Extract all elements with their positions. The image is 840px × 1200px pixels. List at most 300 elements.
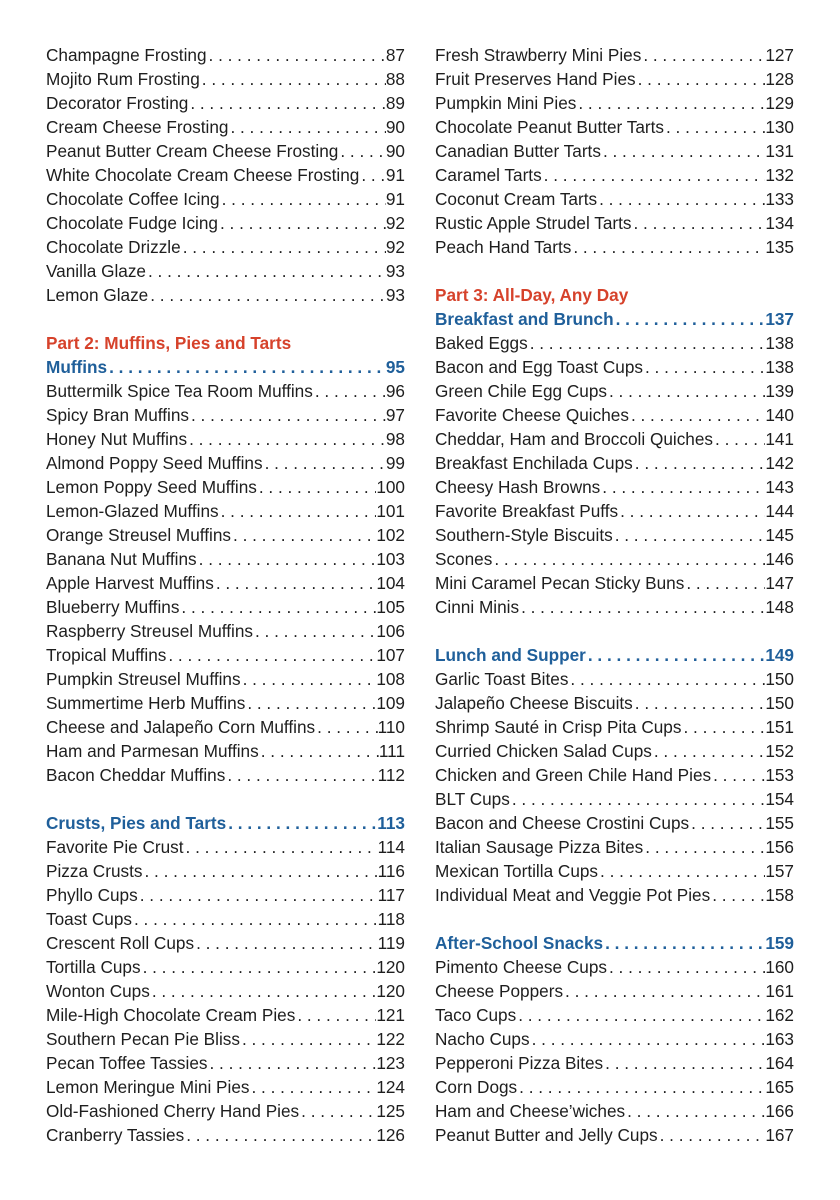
entry-title: Chicken and Green Chile Hand Pies xyxy=(435,765,712,785)
dot-leader xyxy=(107,355,386,379)
page-number: 141 xyxy=(765,429,794,449)
dot-leader xyxy=(359,163,386,187)
toc-entry-chocolate-fudge-icing xyxy=(46,211,405,235)
toc-entry-peach-hand-tarts xyxy=(435,235,794,259)
toc-entry-nacho-cups xyxy=(435,1027,794,1051)
dot-leader xyxy=(219,499,377,523)
page-number: 150 xyxy=(765,693,794,713)
toc-entry-southern-style-biscuits xyxy=(435,523,794,547)
page-number: 100 xyxy=(376,477,405,497)
dot-leader xyxy=(263,451,386,475)
toc-entry-chocolate-coffee-icing xyxy=(46,187,405,211)
toc-entry-corn-dogs xyxy=(435,1075,794,1099)
dot-leader xyxy=(563,979,765,1003)
entry-title: Almond Poppy Seed Muffins xyxy=(46,453,263,473)
dot-leader xyxy=(220,187,386,211)
toc-entry-champagne-frosting xyxy=(46,43,405,67)
toc-entry-canadian-butter-tarts xyxy=(435,139,794,163)
page-number: 108 xyxy=(376,669,405,689)
entry-title: Honey Nut Muffins xyxy=(46,429,188,449)
entry-title: Vanilla Glaze xyxy=(46,261,146,281)
dot-leader xyxy=(315,715,377,739)
dot-leader xyxy=(228,115,385,139)
toc-entry-almond-poppy-seed-muffins xyxy=(46,451,405,475)
page-number: 134 xyxy=(765,213,794,233)
page-number: 164 xyxy=(765,1053,794,1073)
dot-leader xyxy=(652,739,765,763)
toc-entry-summertime-herb-muffins xyxy=(46,691,405,715)
toc-entry-mexican-tortilla-cups xyxy=(435,859,794,883)
spacer xyxy=(46,787,405,811)
entry-title: Curried Chicken Salad Cups xyxy=(435,741,652,761)
dot-leader xyxy=(689,811,765,835)
toc-entry-italian-sausage-pizza-bites xyxy=(435,835,794,859)
dot-leader xyxy=(194,931,378,955)
entry-title: Cheese and Jalapeño Corn Muffins xyxy=(46,717,316,737)
page-number: 157 xyxy=(765,861,794,881)
page-number: 99 xyxy=(385,453,405,473)
entry-title: Chocolate Drizzle xyxy=(46,237,181,257)
page-number: 145 xyxy=(765,525,794,545)
dot-leader xyxy=(633,451,766,475)
toc-entry-mojito-rum-frosting xyxy=(46,67,405,91)
dot-leader xyxy=(150,979,376,1003)
page-number: 104 xyxy=(376,573,405,593)
page-number: 128 xyxy=(765,69,794,89)
toc-entry-pizza-crusts xyxy=(46,859,405,883)
toc-entry-blueberry-muffins xyxy=(46,595,405,619)
dot-leader xyxy=(241,667,377,691)
entry-title: Favorite Breakfast Puffs xyxy=(435,501,619,521)
page-number: 91 xyxy=(385,165,405,185)
spacer xyxy=(435,619,794,643)
page-number: 110 xyxy=(377,717,405,737)
toc-entry-baked-eggs xyxy=(435,331,794,355)
page-number: 138 xyxy=(765,333,794,353)
toc-entry-fruit-preserves-hand-pies xyxy=(435,67,794,91)
toc-column-left xyxy=(46,43,405,1147)
dot-leader xyxy=(245,691,376,715)
dot-leader xyxy=(631,211,765,235)
page-number: 160 xyxy=(765,957,794,977)
toc-entry-old-fashioned-cherry-hand-pies xyxy=(46,1099,405,1123)
page-number: 166 xyxy=(765,1101,794,1121)
section-heading-after-school-snacks xyxy=(435,931,794,955)
dot-leader xyxy=(601,139,765,163)
dot-leader xyxy=(613,523,766,547)
spacer xyxy=(435,907,794,931)
entry-title: Fruit Preserves Hand Pies xyxy=(435,69,636,89)
dot-leader xyxy=(629,403,765,427)
page-number: 92 xyxy=(385,237,405,257)
dot-leader xyxy=(138,883,378,907)
section-heading-breakfast-and-brunch xyxy=(435,307,794,331)
dot-leader xyxy=(187,427,386,451)
entry-title: Caramel Tarts xyxy=(435,165,542,185)
dot-leader xyxy=(492,547,765,571)
entry-title: Crescent Roll Cups xyxy=(46,933,195,953)
dot-leader xyxy=(530,1027,766,1051)
page-number: 90 xyxy=(385,141,405,161)
page-number: 111 xyxy=(378,741,405,761)
toc-entry-toast-cups xyxy=(46,907,405,931)
entry-title: Lemon Glaze xyxy=(46,285,149,305)
entry-title: Chocolate Fudge Icing xyxy=(46,213,218,233)
entry-title: Lemon Poppy Seed Muffins xyxy=(46,477,257,497)
toc-entry-chicken-and-green-chile-hand-pies xyxy=(435,763,794,787)
toc-entry-favorite-pie-crust xyxy=(46,835,405,859)
page-number: 116 xyxy=(377,861,405,881)
toc-entry-southern-pecan-pie-bliss xyxy=(46,1027,405,1051)
entry-title: Ham and Cheese’wiches xyxy=(435,1101,626,1121)
dot-leader xyxy=(598,859,765,883)
toc-entry-chocolate-peanut-butter-tarts xyxy=(435,115,794,139)
dot-leader xyxy=(684,571,765,595)
toc-entry-lemon-meringue-mini-pies xyxy=(46,1075,405,1099)
spacer xyxy=(46,307,405,331)
entry-title: Individual Meat and Veggie Pot Pies xyxy=(435,885,711,905)
toc-entry-cheese-poppers xyxy=(435,979,794,1003)
toc-entry-favorite-cheese-quiches xyxy=(435,403,794,427)
section-heading-lunch-and-supper xyxy=(435,643,794,667)
entry-title: Chocolate Coffee Icing xyxy=(46,189,220,209)
dot-leader xyxy=(510,787,765,811)
page-number: 113 xyxy=(377,813,405,833)
entry-title: Baked Eggs xyxy=(435,333,528,353)
dot-leader xyxy=(710,883,765,907)
dot-leader xyxy=(148,283,386,307)
page-number: 118 xyxy=(377,909,405,929)
section-title: Crusts, Pies and Tarts xyxy=(46,813,227,833)
page-number: 126 xyxy=(376,1125,405,1145)
dot-leader xyxy=(625,1099,765,1123)
toc-entry-pumpkin-streusel-muffins xyxy=(46,667,405,691)
dot-leader xyxy=(607,955,765,979)
dot-leader xyxy=(181,235,386,259)
entry-title: Buttermilk Spice Tea Room Muffins xyxy=(46,381,313,401)
page-number: 167 xyxy=(765,1125,794,1145)
entry-title: Apple Harvest Muffins xyxy=(46,573,214,593)
entry-title: Lemon-Glazed Muffins xyxy=(46,501,219,521)
entry-title: Green Chile Egg Cups xyxy=(435,381,607,401)
toc-entry-cheesy-hash-browns xyxy=(435,475,794,499)
toc-entry-individual-meat-and-veggie-pot-pies xyxy=(435,883,794,907)
page-number: 154 xyxy=(765,789,794,809)
toc-entry-cranberry-tassies xyxy=(46,1123,405,1147)
entry-title: Peanut Butter Cream Cheese Frosting xyxy=(46,141,339,161)
dot-leader xyxy=(200,67,386,91)
entry-title: White Chocolate Cream Cheese Frosting xyxy=(46,165,360,185)
toc-entry-pepperoni-pizza-bites xyxy=(435,1051,794,1075)
page-number: 102 xyxy=(376,525,405,545)
page-number: 135 xyxy=(765,237,794,257)
page-number: 153 xyxy=(765,765,794,785)
dot-leader xyxy=(299,1099,376,1123)
toc-entry-garlic-toast-bites xyxy=(435,667,794,691)
section-title: After-School Snacks xyxy=(435,933,604,953)
toc-entry-orange-streusel-muffins xyxy=(46,523,405,547)
toc-entry-breakfast-enchilada-cups xyxy=(435,451,794,475)
page-number: 87 xyxy=(385,45,405,65)
page-number: 88 xyxy=(385,69,405,89)
entry-title: Pepperoni Pizza Bites xyxy=(435,1053,604,1073)
page-number: 155 xyxy=(765,813,794,833)
toc-entry-white-chocolate-cream-cheese-frosting xyxy=(46,163,405,187)
dot-leader xyxy=(681,715,765,739)
toc-entry-cinni-minis xyxy=(435,595,794,619)
page-number: 120 xyxy=(376,957,405,977)
dot-leader xyxy=(249,1075,376,1099)
page-number: 112 xyxy=(377,765,405,785)
toc-entry-decorator-frosting xyxy=(46,91,405,115)
entry-title: Cranberry Tassies xyxy=(46,1125,185,1145)
page-number: 159 xyxy=(765,933,794,953)
dot-leader xyxy=(576,91,765,115)
dot-leader xyxy=(146,259,386,283)
entry-title: Lemon Meringue Mini Pies xyxy=(46,1077,250,1097)
page-number: 114 xyxy=(377,837,405,857)
entry-title: Mini Caramel Pecan Sticky Buns xyxy=(435,573,685,593)
page-number: 95 xyxy=(385,357,405,377)
dot-leader xyxy=(142,859,377,883)
section-title: Lunch and Supper xyxy=(435,645,586,665)
dot-leader xyxy=(603,1051,765,1075)
toc-entry-honey-nut-muffins xyxy=(46,427,405,451)
dot-leader xyxy=(141,955,377,979)
dot-leader xyxy=(257,475,376,499)
dot-leader xyxy=(636,67,766,91)
entry-title: Toast Cups xyxy=(46,909,132,929)
page-number: 123 xyxy=(376,1053,405,1073)
toc-entry-lemon-glazed-muffins xyxy=(46,499,405,523)
dot-leader xyxy=(643,355,765,379)
page-number: 91 xyxy=(385,189,405,209)
toc-entry-peanut-butter-cream-cheese-frosting xyxy=(46,139,405,163)
dot-leader xyxy=(231,523,376,547)
toc-entry-pimento-cheese-cups xyxy=(435,955,794,979)
toc-entry-phyllo-cups xyxy=(46,883,405,907)
entry-title: Corn Dogs xyxy=(435,1077,518,1097)
entry-title: Cheese Poppers xyxy=(435,981,564,1001)
page-number: 152 xyxy=(765,741,794,761)
toc-entry-buttermilk-spice-tea-room-muffins xyxy=(46,379,405,403)
page-number: 143 xyxy=(765,477,794,497)
entry-title: Wonton Cups xyxy=(46,981,150,1001)
page-number: 156 xyxy=(765,837,794,857)
entry-title: Scones xyxy=(435,549,493,569)
dot-leader xyxy=(641,43,765,67)
page-number: 93 xyxy=(385,261,405,281)
toc-entry-apple-harvest-muffins xyxy=(46,571,405,595)
dot-leader xyxy=(313,379,386,403)
entry-title: Cheddar, Ham and Broccoli Quiches xyxy=(435,429,714,449)
dot-leader xyxy=(184,1123,376,1147)
toc-entry-shrimp-saut-in-crisp-pita-cups xyxy=(435,715,794,739)
toc-entry-curried-chicken-salad-cups xyxy=(435,739,794,763)
entry-title: Shrimp Sauté in Crisp Pita Cups xyxy=(435,717,682,737)
dot-leader xyxy=(607,379,765,403)
toc-entry-vanilla-glaze xyxy=(46,259,405,283)
entry-title: Mile-High Chocolate Cream Pies xyxy=(46,1005,296,1025)
page-number: 90 xyxy=(385,117,405,137)
dot-leader xyxy=(542,163,766,187)
page-number: 133 xyxy=(765,189,794,209)
toc-entry-cheddar-ham-and-broccoli-quiches xyxy=(435,427,794,451)
toc-entry-coconut-cream-tarts xyxy=(435,187,794,211)
entry-title: Orange Streusel Muffins xyxy=(46,525,232,545)
dot-leader xyxy=(519,595,765,619)
dot-leader xyxy=(179,595,376,619)
entry-title: Fresh Strawberry Mini Pies xyxy=(435,45,642,65)
dot-leader xyxy=(517,1075,765,1099)
page-number: 105 xyxy=(376,597,405,617)
dot-leader xyxy=(338,139,386,163)
toc-entry-bacon-and-cheese-crostini-cups xyxy=(435,811,794,835)
dot-leader xyxy=(166,643,376,667)
page-number: 137 xyxy=(765,309,794,329)
page-number: 151 xyxy=(765,717,794,737)
page-number: 120 xyxy=(376,981,405,1001)
part-heading: Part 2: Muffins, Pies and Tarts xyxy=(46,333,292,353)
page-number: 148 xyxy=(765,597,794,617)
page-number: 146 xyxy=(765,549,794,569)
toc-entry-jalape-o-cheese-biscuits xyxy=(435,691,794,715)
entry-title: Bacon and Cheese Crostini Cups xyxy=(435,813,690,833)
entry-title: Southern Pecan Pie Bliss xyxy=(46,1029,240,1049)
toc-entry-bacon-and-egg-toast-cups xyxy=(435,355,794,379)
entry-title: Tortilla Cups xyxy=(46,957,141,977)
entry-title: Banana Nut Muffins xyxy=(46,549,197,569)
page-number: 127 xyxy=(765,45,794,65)
entry-title: Jalapeño Cheese Biscuits xyxy=(435,693,633,713)
page-number: 147 xyxy=(765,573,794,593)
toc-entry-cheese-and-jalape-o-corn-muffins xyxy=(46,715,405,739)
entry-title: Pizza Crusts xyxy=(46,861,143,881)
page-number: 106 xyxy=(376,621,405,641)
section-heading-crusts-pies-and-tarts xyxy=(46,811,405,835)
entry-title: Nacho Cups xyxy=(435,1029,530,1049)
dot-leader xyxy=(197,547,377,571)
page-number: 119 xyxy=(377,933,405,953)
page-number: 150 xyxy=(765,669,794,689)
dot-leader xyxy=(711,763,765,787)
toc-entry-caramel-tarts xyxy=(435,163,794,187)
entry-title: Chocolate Peanut Butter Tarts xyxy=(435,117,664,137)
toc-entry-favorite-breakfast-puffs xyxy=(435,499,794,523)
page-number: 97 xyxy=(385,405,405,425)
toc-entry-green-chile-egg-cups xyxy=(435,379,794,403)
entry-title: Peanut Butter and Jelly Cups xyxy=(435,1125,658,1145)
toc-entry-bacon-cheddar-muffins xyxy=(46,763,405,787)
dot-leader xyxy=(225,763,377,787)
dot-leader xyxy=(664,115,765,139)
entry-title: Ham and Parmesan Muffins xyxy=(46,741,259,761)
entry-title: Old-Fashioned Cherry Hand Pies xyxy=(46,1101,300,1121)
dot-leader xyxy=(184,835,378,859)
dot-leader xyxy=(633,691,766,715)
dot-leader xyxy=(571,235,765,259)
page-number: 142 xyxy=(765,453,794,473)
entry-title: Canadian Butter Tarts xyxy=(435,141,601,161)
entry-title: Champagne Frosting xyxy=(46,45,207,65)
entry-title: Italian Sausage Pizza Bites xyxy=(435,837,644,857)
toc-entry-tortilla-cups xyxy=(46,955,405,979)
dot-leader xyxy=(214,571,376,595)
page-number: 132 xyxy=(765,165,794,185)
dot-leader xyxy=(600,475,765,499)
entry-title: Rustic Apple Strudel Tarts xyxy=(435,213,632,233)
page-number: 121 xyxy=(376,1005,405,1025)
dot-leader xyxy=(603,931,765,955)
dot-leader xyxy=(586,643,765,667)
dot-leader xyxy=(189,403,386,427)
page-number: 140 xyxy=(765,405,794,425)
page-number: 149 xyxy=(765,645,794,665)
toc-entry-lemon-glaze xyxy=(46,283,405,307)
entry-title: Spicy Bran Muffins xyxy=(46,405,189,425)
dot-leader xyxy=(240,1027,376,1051)
entry-title: Cheesy Hash Browns xyxy=(435,477,601,497)
entry-title: Southern-Style Biscuits xyxy=(435,525,613,545)
toc-entry-peanut-butter-and-jelly-cups xyxy=(435,1123,794,1147)
dot-leader xyxy=(597,187,765,211)
page-number: 161 xyxy=(765,981,794,1001)
entry-title: Pecan Toffee Tassies xyxy=(46,1053,208,1073)
entry-title: Favorite Cheese Quiches xyxy=(435,405,629,425)
entry-title: Summertime Herb Muffins xyxy=(46,693,246,713)
dot-leader xyxy=(643,835,765,859)
dot-leader xyxy=(568,667,765,691)
page-number: 138 xyxy=(765,357,794,377)
page-number: 93 xyxy=(385,285,405,305)
entry-title: Breakfast Enchilada Cups xyxy=(435,453,633,473)
dot-leader xyxy=(618,499,765,523)
toc-entry-fresh-strawberry-mini-pies xyxy=(435,43,794,67)
page-number: 101 xyxy=(376,501,405,521)
toc-entry-pumpkin-mini-pies xyxy=(435,91,794,115)
toc-entry-wonton-cups xyxy=(46,979,405,1003)
page-number: 98 xyxy=(385,429,405,449)
toc-entry-rustic-apple-strudel-tarts xyxy=(435,211,794,235)
page-number: 124 xyxy=(376,1077,405,1097)
dot-leader xyxy=(295,1003,376,1027)
entry-title: Bacon Cheddar Muffins xyxy=(46,765,226,785)
toc-column-right xyxy=(435,43,794,1147)
dot-leader xyxy=(614,307,766,331)
entry-title: Raspberry Streusel Muffins xyxy=(46,621,253,641)
toc-entry-taco-cups xyxy=(435,1003,794,1027)
entry-title: Decorator Frosting xyxy=(46,93,189,113)
entry-title: Cream Cheese Frosting xyxy=(46,117,229,137)
page-number: 139 xyxy=(765,381,794,401)
page-number: 96 xyxy=(385,381,405,401)
toc-entry-ham-and-parmesan-muffins xyxy=(46,739,405,763)
entry-title: Tropical Muffins xyxy=(46,645,167,665)
toc-entry-mile-high-chocolate-cream-pies xyxy=(46,1003,405,1027)
entry-title: Mojito Rum Frosting xyxy=(46,69,200,89)
entry-title: Garlic Toast Bites xyxy=(435,669,569,689)
dot-leader xyxy=(132,907,378,931)
entry-title: BLT Cups xyxy=(435,789,510,809)
section-title: Muffins xyxy=(46,357,108,377)
toc-entry-banana-nut-muffins xyxy=(46,547,405,571)
dot-leader xyxy=(259,739,379,763)
toc-entry-scones xyxy=(435,547,794,571)
spacer xyxy=(435,259,794,283)
toc-entry-ham-and-cheese-wiches xyxy=(435,1099,794,1123)
toc-entry-blt-cups xyxy=(435,787,794,811)
dot-leader xyxy=(218,211,386,235)
